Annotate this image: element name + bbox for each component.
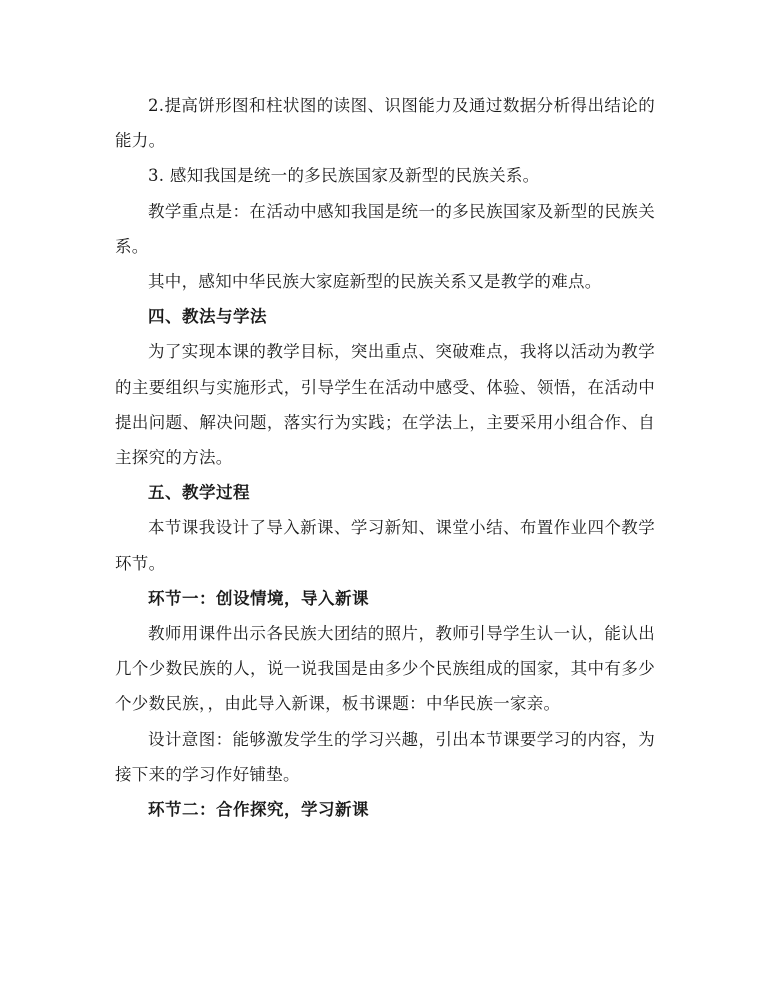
subheading-step-2: 环节二：合作探究，学习新课 <box>148 800 369 820</box>
paragraph-design-intent: 设计意图：能够激发学生的学习兴趣，引出本节课要学习的内容，为接下来的学习作好铺垫。 <box>115 729 655 784</box>
paragraph-objective-2: 2.提高饼形图和柱状图的读图、识图能力及通过数据分析得出结论的能力。 <box>115 96 655 151</box>
section-heading-process: 五、教学过程 <box>148 483 250 503</box>
paragraph-objective-3: 3. 感知我国是统一的多民族国家及新型的民族关系。 <box>148 166 540 186</box>
paragraph-key-point: 教学重点是：在活动中感知我国是统一的多民族国家及新型的民族关系。 <box>115 201 655 256</box>
paragraph-step-1: 教师用课件出示各民族大团结的照片，教师引导学生认一认，能认出几个少数民族的人，说一说我国是由多少个民族组成的国家，其中有多少个少数民族，，由此导入新课，板书课题：中华民族一家亲。 <box>115 624 655 714</box>
paragraph-difficulty: 其中，感知中华民族大家庭新型的民族关系又是教学的难点。 <box>148 272 602 292</box>
section-heading-methods: 四、教法与学法 <box>148 307 267 327</box>
paragraph-methods: 为了实现本课的教学目标，突出重点、突破难点，我将以活动为教学的主要组织与实施形式，引导学生在活动中感受、体验、领悟，在活动中提出问题、解决问题，落实行为实践；在学法上，主要采用小组合作、自主探究的方法。 <box>115 342 655 468</box>
subheading-step-1: 环节一：创设情境，导入新课 <box>148 588 369 608</box>
document-body <box>115 88 655 827</box>
paragraph-process-overview: 本节课我设计了导入新课、学习新知、课堂小结、布置作业四个教学环节。 <box>115 518 655 573</box>
